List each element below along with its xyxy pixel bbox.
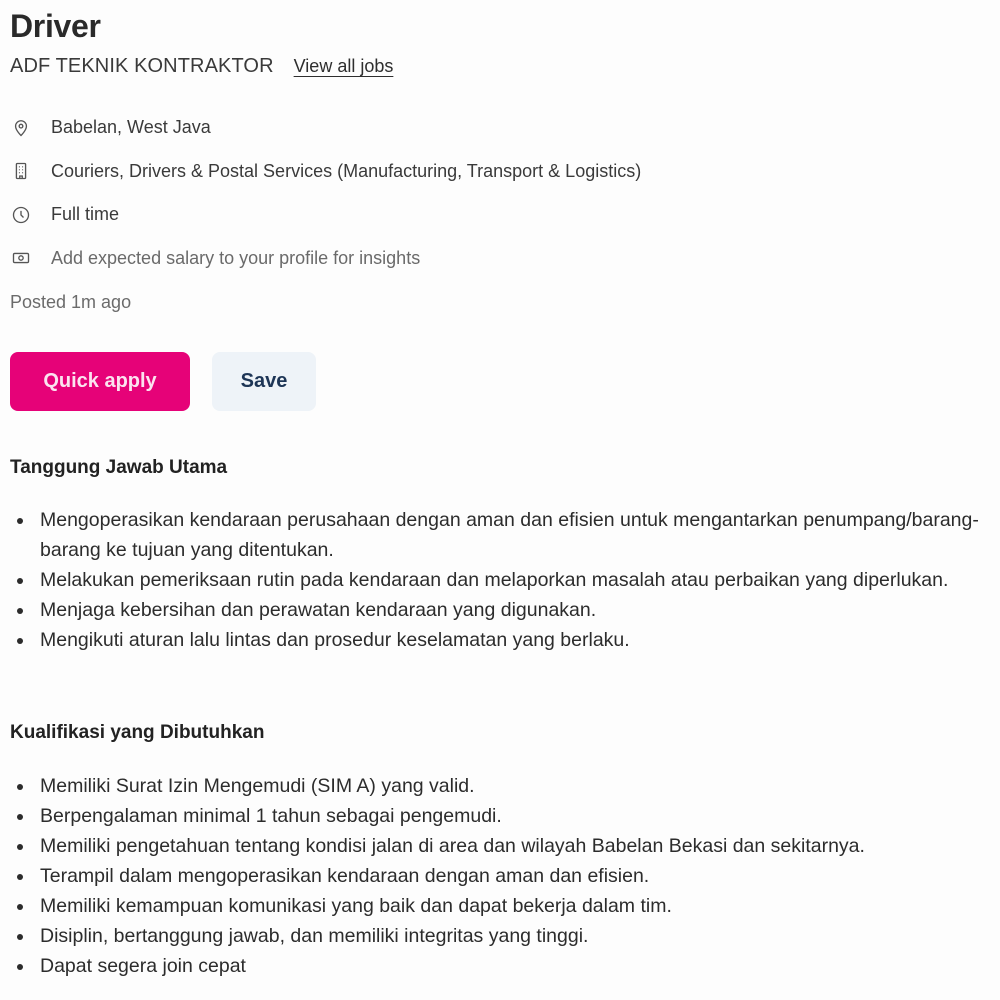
list-item: Memiliki kemampuan komunikasi yang baik dan dapat bekerja dalam tim. (10, 891, 990, 921)
section-heading-qualifications: Kualifikasi yang Dibutuhkan (10, 722, 265, 743)
list-item: Dapat segera join cepat (10, 951, 990, 981)
list-item: Mengikuti aturan lalu lintas dan prosedur keselamatan yang berlaku. (10, 625, 990, 655)
building-icon (10, 160, 32, 182)
responsibilities-list (10, 505, 990, 655)
list-item: Melakukan pemeriksaan rutin pada kendaraan dan melaporkan masalah atau perbaikan yang diperlukan. (10, 565, 990, 595)
job-title: Driver (10, 8, 101, 44)
action-buttons (10, 352, 316, 411)
meta-salary (10, 237, 641, 281)
company-row (10, 55, 393, 78)
location-text: Babelan, West Java (51, 117, 211, 138)
location-pin-icon (10, 117, 32, 139)
list-item: Terampil dalam mengoperasikan kendaraan dengan aman dan efisien. (10, 861, 990, 891)
qualifications-list (10, 771, 990, 981)
money-icon (10, 247, 32, 269)
section-heading-responsibilities: Tanggung Jawab Utama (10, 457, 228, 478)
meta-category (10, 150, 641, 194)
company-name: ADF TEKNIK KONTRAKTOR (10, 55, 274, 77)
meta-location (10, 106, 641, 150)
list-item: Mengoperasikan kendaraan perusahaan dengan aman dan efisien untuk mengantarkan penumpang/barang-barang ke tujuan yang ditentukan. (10, 505, 990, 565)
posted-time: Posted 1m ago (10, 292, 132, 312)
salary-insights-text: Add expected salary to your profile for insights (51, 247, 421, 268)
list-item: Menjaga kebersihan dan perawatan kendaraan yang digunakan. (10, 595, 990, 625)
list-item: Memiliki Surat Izin Mengemudi (SIM A) yang valid. (10, 771, 990, 801)
list-item: Memiliki pengetahuan tentang kondisi jalan di area dan wilayah Babelan Bekasi dan sekitarnya. (10, 831, 990, 861)
work-type-text: Full time (51, 204, 120, 225)
list-item: Berpengalaman minimal 1 tahun sebagai pengemudi. (10, 801, 990, 831)
list-item: Disiplin, bertanggung jawab, dan memiliki integritas yang tinggi. (10, 921, 990, 951)
quick-apply-button[interactable]: Quick apply (10, 352, 190, 411)
save-button[interactable]: Save (212, 352, 316, 411)
view-all-jobs-link[interactable]: View all jobs (293, 56, 394, 76)
job-meta-list (10, 106, 641, 280)
category-text: Couriers, Drivers & Postal Services (Manufacturing, Transport & Logistics) (51, 160, 642, 181)
clock-icon (10, 204, 32, 226)
meta-work-type (10, 193, 641, 237)
